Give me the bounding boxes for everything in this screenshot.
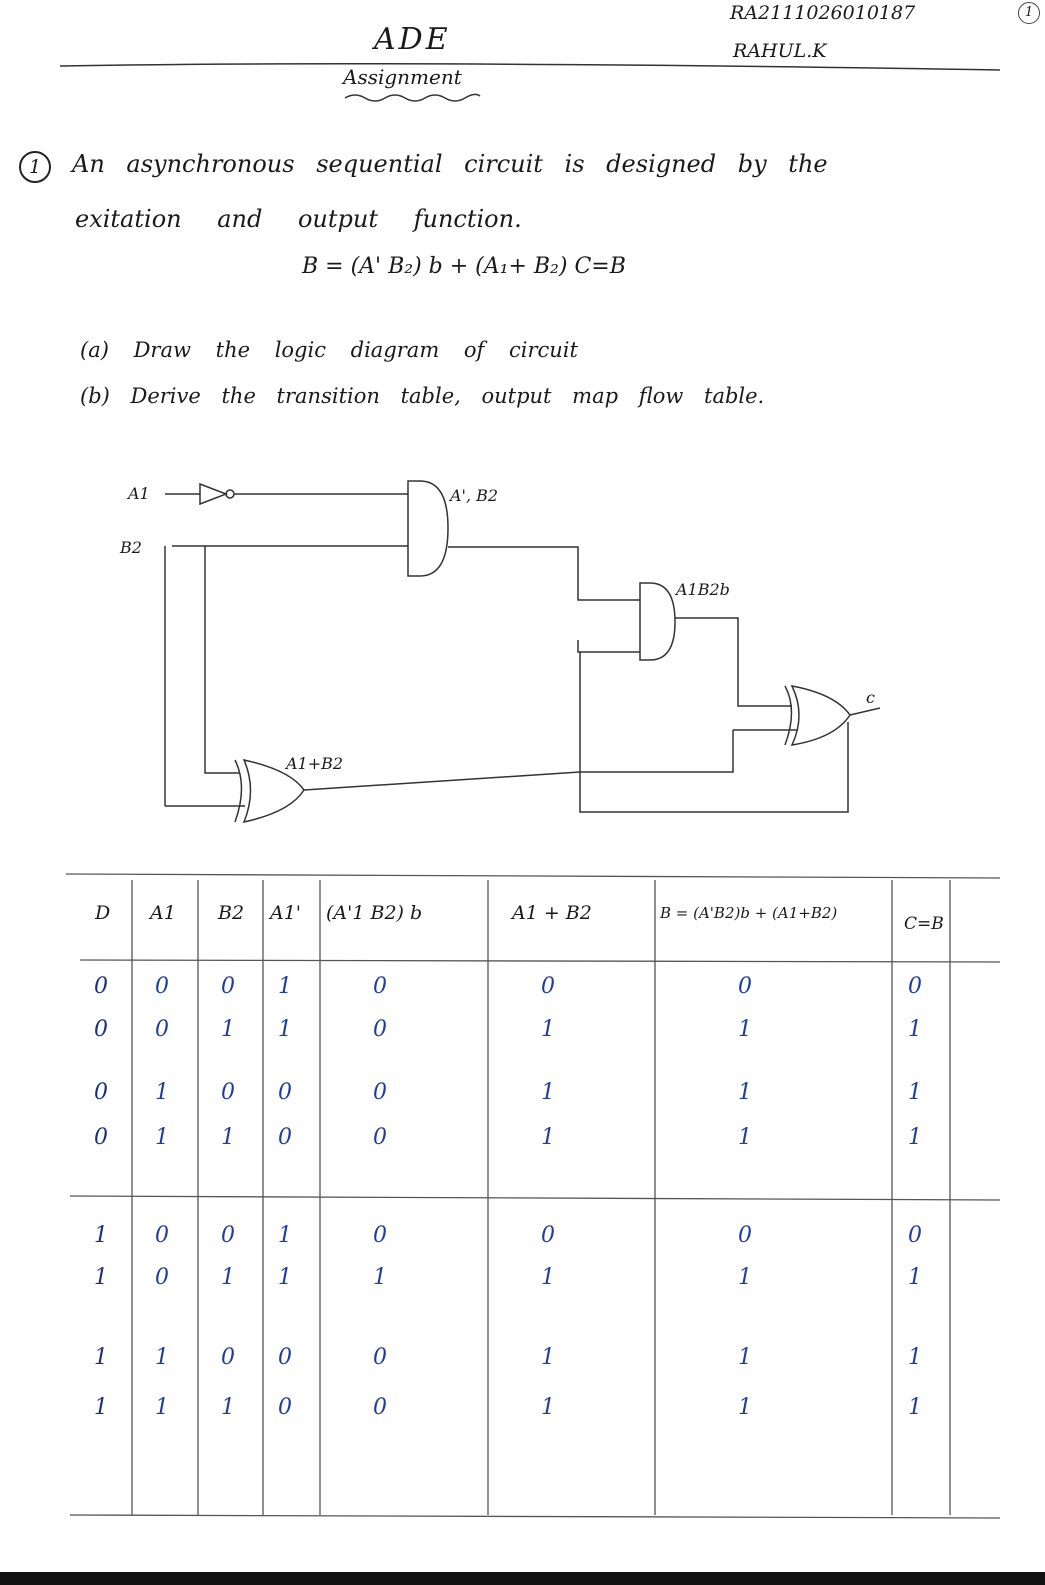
excitation-equation: B = (A' B₂) b + (A₁+ B₂) C=B <box>302 254 626 279</box>
table-cell: 1 <box>908 1265 922 1290</box>
header-a1: A1 <box>150 902 176 924</box>
table-cell: 1 <box>278 974 292 999</box>
page-number: 1 <box>1018 2 1040 24</box>
input-b-label: B2 <box>120 538 142 557</box>
table-cell: 0 <box>541 1223 555 1248</box>
table-cell: 0 <box>738 1223 752 1248</box>
table-cell: 1 <box>738 1017 752 1042</box>
table-cell: 1 <box>908 1395 922 1420</box>
table-cell: 0 <box>94 1017 108 1042</box>
table-cell: 0 <box>221 974 235 999</box>
table-cell: 1 <box>94 1395 108 1420</box>
table-cell: 1 <box>541 1345 555 1370</box>
header-a1-prime: A1' <box>270 902 302 924</box>
part-a: (a) Draw the logic diagram of circuit <box>80 338 578 362</box>
table-cell: 0 <box>373 1223 387 1248</box>
page-subtitle: Assignment <box>343 65 462 89</box>
input-a-label: A1 <box>128 484 150 503</box>
table-cell: 1 <box>155 1125 169 1150</box>
table-cell: 0 <box>908 974 922 999</box>
xor-output-label: A1+B2 <box>286 754 344 773</box>
table-cell: 1 <box>278 1265 292 1290</box>
and2-output-label: A1B2b <box>676 580 730 599</box>
table-cell: 1 <box>155 1395 169 1420</box>
page-title: ADE <box>374 22 451 57</box>
question-line-2: exitation and output function. <box>75 205 522 233</box>
table-cell: 1 <box>738 1345 752 1370</box>
table-cell: 1 <box>541 1265 555 1290</box>
table-cell: 0 <box>738 974 752 999</box>
table-cell: 0 <box>373 1345 387 1370</box>
table-cell: 1 <box>278 1223 292 1248</box>
table-cell: 0 <box>278 1395 292 1420</box>
table-cell: 1 <box>908 1080 922 1105</box>
student-name: RAHUL.K <box>733 40 827 62</box>
table-cell: 1 <box>94 1265 108 1290</box>
table-cell: 0 <box>541 974 555 999</box>
table-cell: 0 <box>221 1080 235 1105</box>
table-cell: 0 <box>221 1345 235 1370</box>
table-cell: 0 <box>155 1265 169 1290</box>
part-b: (b) Derive the transition table, output map flow table. <box>80 384 765 408</box>
table-cell: 1 <box>221 1125 235 1150</box>
table-cell: 1 <box>738 1395 752 1420</box>
table-cell: 1 <box>541 1125 555 1150</box>
table-cell: 0 <box>373 1080 387 1105</box>
table-cell: 1 <box>541 1395 555 1420</box>
table-cell: 1 <box>155 1080 169 1105</box>
header-b2: B2 <box>218 902 245 924</box>
header-and-term: (A'1 B2) b <box>326 902 423 924</box>
table-cell: 1 <box>221 1017 235 1042</box>
table-cell: 0 <box>155 1223 169 1248</box>
table-cell: 0 <box>94 974 108 999</box>
table-cell: 1 <box>541 1017 555 1042</box>
table-cell: 1 <box>738 1265 752 1290</box>
table-cell: 1 <box>373 1265 387 1290</box>
header-b-expression: B = (A'B2)b + (A1+B2) <box>660 904 838 922</box>
table-cell: 0 <box>155 1017 169 1042</box>
table-cell: 1 <box>278 1017 292 1042</box>
table-cell: 0 <box>373 1125 387 1150</box>
table-cell: 0 <box>278 1080 292 1105</box>
scan-edge <box>0 1572 1045 1585</box>
table-cell: 1 <box>541 1080 555 1105</box>
roll-number: RA2111026010187 <box>730 2 916 24</box>
header-xor-term: A1 + B2 <box>512 902 592 924</box>
table-cell: 0 <box>278 1125 292 1150</box>
table-cell: 1 <box>94 1223 108 1248</box>
table-cell: 1 <box>738 1125 752 1150</box>
table-cell: 0 <box>908 1223 922 1248</box>
table-cell: 1 <box>908 1345 922 1370</box>
table-cell: 1 <box>908 1017 922 1042</box>
table-cell: 0 <box>373 974 387 999</box>
question-line-1: An asynchronous sequential circuit is designed by the <box>72 150 828 178</box>
circuit-output-label: c <box>866 688 875 707</box>
header-c-equals-b: C=B <box>904 914 944 934</box>
table-cell: 0 <box>373 1395 387 1420</box>
table-cell: 0 <box>155 974 169 999</box>
table-cell: 0 <box>221 1223 235 1248</box>
table-cell: 1 <box>94 1345 108 1370</box>
table-cell: 0 <box>94 1125 108 1150</box>
table-cell: 1 <box>908 1125 922 1150</box>
table-cell: 1 <box>155 1345 169 1370</box>
and1-output-label: A', B2 <box>450 486 499 505</box>
table-cell: 1 <box>221 1395 235 1420</box>
table-cell: 1 <box>221 1265 235 1290</box>
table-cell: 1 <box>738 1080 752 1105</box>
question-number: 1 <box>19 151 51 183</box>
table-cell: 0 <box>278 1345 292 1370</box>
table-cell: 0 <box>373 1017 387 1042</box>
table-cell: 0 <box>94 1080 108 1105</box>
header-d: D <box>95 902 111 924</box>
